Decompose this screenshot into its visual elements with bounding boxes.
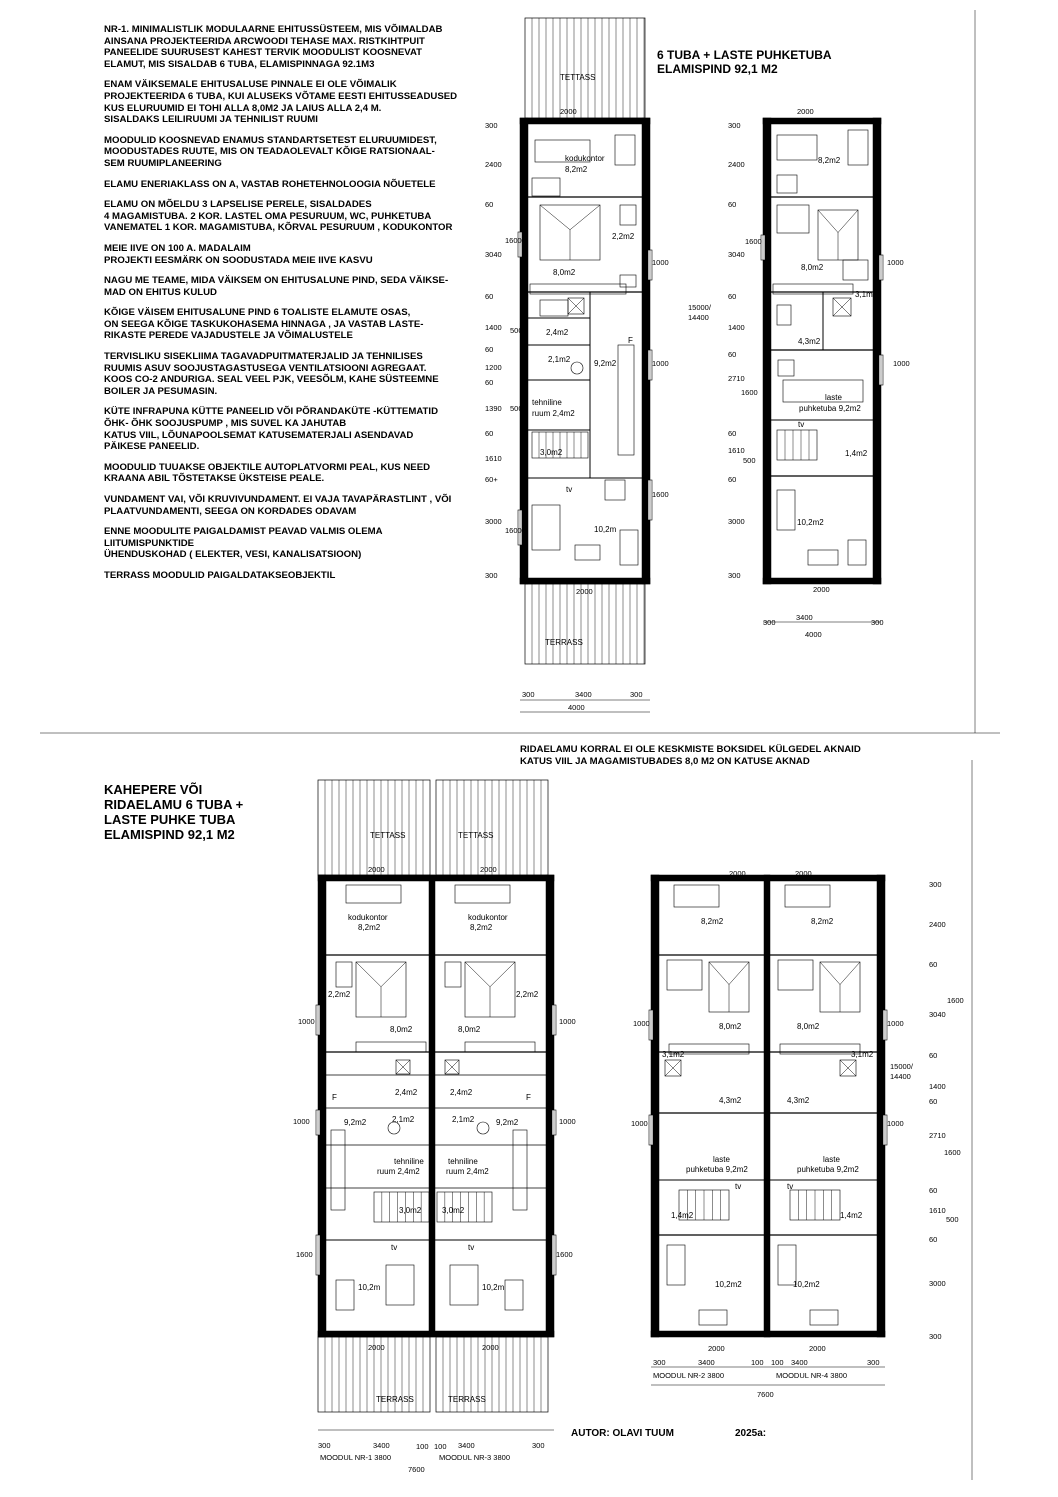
bed-line — [820, 962, 840, 985]
fridge-label: F — [628, 336, 633, 345]
room-label: 1,4m2 — [845, 449, 868, 458]
room-label: 4,3m2 — [719, 1096, 742, 1105]
wall — [651, 1331, 885, 1337]
dimension: 300 — [929, 1332, 942, 1341]
dimension: 60 — [728, 429, 737, 438]
dimension: 60 — [929, 1235, 938, 1244]
dimension: 60 — [929, 1097, 938, 1106]
room-label: 8,2m2 — [811, 917, 834, 926]
desc-paragraph: TERVISLIKU SISEKLIIMA TAGAVADPUITMATERJALID JA TEHNILISES RUUMIS ASUV SOOJUSTAGASTUSEGA VENTILATSIOONI AGREGAAT. KOOS CO-2 ANDURIGA. SEAL VEEL PJK, VEESÕLM, KAHE SÜSTEEMNE BOILER JA PESUMASIN. — [104, 351, 439, 397]
furniture — [605, 480, 625, 500]
dimension: 300 — [653, 1358, 666, 1367]
furniture — [777, 205, 809, 233]
dimension: 1390 — [485, 404, 502, 413]
dimension: 500 — [510, 326, 523, 335]
dimension: 100 — [751, 1358, 764, 1367]
dimension: 3000 — [485, 517, 502, 526]
desc-paragraph: NR-1. MINIMALISTLIK MODULAARNE EHITUSSÜSTEEM, MIS VÕIMALDAB AINSANA PROJEKTEERIDA ARCWOODI TEHASE MAX. RISTKIHTPUIT PANEELIDE SUURUSEST KAHEST TERVIK MOODULIST KOOSNEVAT ELAMUT, MIS SISALDAB 6 TUBA, ELAMISPINNAGA 92.1M3 — [104, 24, 443, 70]
dimension: 100 — [771, 1358, 784, 1367]
dimension: 60 — [929, 1051, 938, 1060]
wall — [520, 578, 650, 584]
room-label: 3,1m2 — [855, 290, 878, 299]
room-label: 2,2m2 — [328, 990, 351, 999]
room-label: 8,0m2 — [458, 1025, 481, 1034]
furniture — [620, 275, 636, 287]
dimension: 1000 — [559, 1117, 576, 1126]
dimension: 100 — [434, 1442, 447, 1451]
wall — [651, 875, 659, 1337]
room-label: 8,2m2 — [818, 156, 841, 165]
desc-paragraph: MEIE IIVE ON 100 A. MADALAIM PROJEKTI EESMÄRK ON SOODUSTADA MEIE IIVE KASVU — [104, 242, 373, 266]
room-label: tehniline — [532, 398, 562, 407]
bed-line — [838, 210, 858, 233]
dimension: 1000 — [293, 1117, 310, 1126]
furniture — [513, 1130, 527, 1210]
room-label: 10,2m — [358, 1283, 381, 1292]
furniture — [778, 360, 794, 376]
terrace-label: TERRASS — [448, 1395, 486, 1404]
dimension: 1400 — [929, 1082, 946, 1091]
dimension: 300 — [763, 618, 776, 627]
dimension: 60 — [728, 292, 737, 301]
dimension: 3040 — [728, 250, 745, 259]
dimension: 2000 — [560, 107, 577, 116]
room-label: 8,2m2 — [358, 923, 381, 932]
room-label: puhketuba 9,2m2 — [799, 404, 861, 413]
room-label: puhketuba 9,2m2 — [686, 1165, 748, 1174]
dimension: 60 — [485, 345, 494, 354]
room-label: tehniline — [448, 1157, 478, 1166]
room-label: 10,2m — [594, 525, 617, 534]
dimension: 7600 — [757, 1390, 774, 1399]
room-label: 2,4m2 — [546, 328, 569, 337]
dimension: 500 — [510, 404, 523, 413]
dimension: 3000 — [728, 517, 745, 526]
furniture — [331, 1130, 345, 1210]
dimension: 1600 — [745, 237, 762, 246]
dimension: 3000 — [929, 1279, 946, 1288]
wall — [520, 118, 650, 124]
furniture — [615, 135, 635, 165]
bed-line — [570, 205, 600, 230]
dimension: 3400 — [575, 690, 592, 699]
wall — [763, 118, 881, 124]
desc-paragraph: MOODULID KOOSNEVAD ENAMUS STANDARTSETEST ELURUUMIDEST, MOODUSTADES RUUTE, MIS ON TEADAOLEVALT KÕIGE RATSIONAAL- SEM RUUMIPLANEERING — [104, 134, 437, 169]
single-plan-title: 6 TUBA + LASTE PUHKETUBA ELAMISPIND 92,1 M2 — [657, 48, 832, 76]
desc-paragraph: NAGU ME TEAME, MIDA VÄIKSEM ON EHITUSALUNE PIND, SEDA VÄIKSE- MAD ON EHITUS KULUD — [104, 275, 449, 298]
dimension: 2000 — [368, 865, 385, 874]
dimension: 3400 — [373, 1441, 390, 1450]
room-label: 2,4m2 — [395, 1088, 418, 1097]
dimension: 15000/ — [890, 1062, 913, 1071]
dimension: 3400 — [791, 1358, 808, 1367]
room-label: 8,2m2 — [565, 165, 588, 174]
dimension: 300 — [532, 1441, 545, 1450]
dimension: 60 — [485, 378, 494, 387]
bed-line — [709, 962, 729, 985]
room-label: 2,2m2 — [516, 990, 539, 999]
dimension: 1600 — [505, 236, 522, 245]
dimension: 1000 — [887, 258, 904, 267]
bed-line — [381, 962, 406, 987]
room-label: 2,4m2 — [450, 1088, 473, 1097]
furniture — [777, 305, 791, 325]
tv-label: tv — [735, 1182, 742, 1191]
wall — [318, 875, 554, 881]
dimension: 1400 — [485, 323, 502, 332]
desc-paragraph: KÕIGE VÄISEM EHITUSALUNE PIND 6 TOALISTE ELAMUTE OSAS, ON SEEGA KÕIGE TASKUKOHASEMA HINNAGA , JA VASTAB LASTE- RIKASTE PEREDE VAJADUSTELE JA VÕIMALUSTELE — [104, 307, 424, 342]
dimension: 60 — [485, 292, 494, 301]
furniture — [532, 505, 560, 550]
dimension: 1610 — [728, 446, 745, 455]
dimension: 1600 — [505, 526, 522, 535]
room-label: 3,0m2 — [399, 1206, 422, 1215]
room-label: 9,2m2 — [344, 1118, 367, 1127]
terrace-label: TERRASS — [545, 638, 583, 647]
furniture — [699, 1310, 727, 1325]
room-label: 10,2m — [482, 1283, 505, 1292]
wall — [429, 875, 435, 1337]
terrace-label: TETTASS — [370, 831, 406, 840]
dimension: 2400 — [929, 920, 946, 929]
furniture — [778, 960, 813, 990]
furniture — [346, 885, 401, 903]
terrace-label: TETTASS — [560, 73, 596, 82]
dimension: 2000 — [576, 587, 593, 596]
dimension: 1600 — [944, 1148, 961, 1157]
dimension: 300 — [871, 618, 884, 627]
dimension: 1000 — [631, 1119, 648, 1128]
terrace-label: TERRASS — [376, 1395, 414, 1404]
furniture — [445, 962, 461, 987]
desc-paragraph: ENNE MOODULITE PAIGALDAMIST PEAVAD VALMIS OLEMA LIITUMISPUNKTIDE ÜHENDUSKOHAD ( ELEKTER, VESI, KANALISATSIOON) — [104, 526, 383, 561]
wall — [318, 1331, 554, 1337]
year-label: 2025a: — [735, 1428, 767, 1439]
dimension: 60 — [929, 960, 938, 969]
author-label: AUTOR: OLAVI TUUM — [571, 1428, 674, 1439]
room-label: 10,2m2 — [793, 1280, 820, 1289]
dimension: 4000 — [568, 703, 585, 712]
dimension: MOODUL NR-4 3800 — [776, 1371, 847, 1380]
room-label: 8,0m2 — [801, 263, 824, 272]
dimension: 500 — [743, 456, 756, 465]
wall — [763, 578, 881, 584]
room-label: laste — [823, 1155, 840, 1164]
furniture — [620, 530, 638, 565]
dimension: 1000 — [887, 1019, 904, 1028]
desc-paragraph: ELAMU ENERIAKLASS ON A, VASTAB ROHETEHNOLOOGIA NÕUETELE — [104, 178, 436, 190]
room-label: kodukontor — [565, 154, 605, 163]
bed-line — [729, 962, 749, 985]
dimension: 2000 — [809, 1344, 826, 1353]
room-label: 8,0m2 — [797, 1022, 820, 1031]
wall — [873, 118, 881, 584]
dimension: 14400 — [688, 313, 709, 322]
furniture — [505, 1280, 523, 1310]
dimension: 2710 — [929, 1131, 946, 1140]
dimension: 2400 — [728, 160, 745, 169]
dimension: 1000 — [633, 1019, 650, 1028]
furniture — [618, 345, 634, 455]
dimension: 300 — [867, 1358, 880, 1367]
dimension: 1600 — [947, 996, 964, 1005]
dimension: 1000 — [893, 359, 910, 368]
dimension: 1200 — [485, 363, 502, 372]
dimension: 1600 — [296, 1250, 313, 1259]
bed-line — [818, 210, 838, 233]
furniture — [575, 545, 600, 560]
room-label: 1,4m2 — [840, 1211, 863, 1220]
fridge-label: F — [332, 1093, 337, 1102]
room-label: 8,0m2 — [390, 1025, 413, 1034]
room-label: 10,2m2 — [797, 518, 824, 527]
room-label: 2,2m2 — [612, 232, 635, 241]
dimension: 2000 — [482, 1343, 499, 1352]
room-label: 8,2m2 — [470, 923, 493, 932]
terrace-outline — [525, 584, 645, 664]
dimension: MOODUL NR-3 3800 — [439, 1453, 510, 1462]
furniture — [455, 885, 510, 903]
dimension: 1000 — [559, 1017, 576, 1026]
dimension: 300 — [485, 571, 498, 580]
dimension: 14400 — [890, 1072, 911, 1081]
furniture — [667, 960, 702, 990]
room-label: puhketuba 9,2m2 — [797, 1165, 859, 1174]
dimension: 1000 — [887, 1119, 904, 1128]
room-label: kodukontor — [348, 913, 388, 922]
terrace-label: TETTASS — [458, 831, 494, 840]
dimension: 60 — [929, 1186, 938, 1195]
bath-bar — [465, 1042, 535, 1052]
wall — [763, 118, 771, 584]
room-label: 9,2m2 — [594, 359, 617, 368]
dimension: 60 — [485, 429, 494, 438]
furniture — [674, 885, 719, 907]
room-label: 3,1m2 — [851, 1050, 874, 1059]
dimension: MOODUL NR-2 3800 — [653, 1371, 724, 1380]
room-label: laste — [825, 393, 842, 402]
dimension: 1610 — [929, 1206, 946, 1215]
room-label: 4,3m2 — [798, 337, 821, 346]
room-label: 10,2m2 — [715, 1280, 742, 1289]
furniture — [450, 1265, 478, 1305]
dimension: 1600 — [741, 388, 758, 397]
room-label: 3,0m2 — [540, 448, 563, 457]
room-label: 1,4m2 — [671, 1211, 694, 1220]
dimension: 3400 — [458, 1441, 475, 1450]
room-label: 4,3m2 — [787, 1096, 810, 1105]
furniture — [848, 130, 868, 165]
tv-label: tv — [566, 485, 573, 494]
room-label: 8,2m2 — [701, 917, 724, 926]
wall — [877, 875, 885, 1337]
desc-paragraph: VUNDAMENT VAI, VÕI KRUVIVUNDAMENT. EI VAJA TAVAPÄRASTLINT , VÕI PLAATVUNDAMENTI, SEEGA ON KORDADES ODAVAM — [104, 494, 452, 517]
dimension: 60 — [728, 200, 737, 209]
dimension: 300 — [522, 690, 535, 699]
dimension: 60+ — [485, 475, 498, 484]
furniture — [777, 175, 797, 193]
furniture — [777, 490, 795, 530]
dimension: 15000/ — [688, 303, 711, 312]
dimension: 300 — [318, 1441, 331, 1450]
furniture — [777, 135, 817, 160]
double-plan-title: KAHEPERE VÕI RIDAELAMU 6 TUBA + LASTE PUHKE TUBA ELAMISPIND 92,1 M2 — [104, 782, 244, 842]
furniture — [540, 300, 568, 316]
bath-bar — [356, 1042, 426, 1052]
stairs — [777, 430, 817, 460]
room-label: 2,1m2 — [392, 1115, 415, 1124]
dimension: 2710 — [728, 374, 745, 383]
tv-label: tv — [787, 1182, 794, 1191]
dimension: 1600 — [652, 490, 669, 499]
furniture — [386, 1265, 414, 1305]
tv-label: tv — [391, 1243, 398, 1252]
bed-line — [356, 962, 381, 987]
desc-paragraph: KÜTE INFRAPUNA KÜTTE PANEELID VÕI PÕRANDAKÜTE -KÜTTEMATID ÕHK- ÕHK SOOJUSPUMP , MIS SUVEL KA JAHUTAB KATUS VIIL, LÕUNAPOOLSEMAT KATUSEMATERJALI ASENDAVAD PÄIKESE PANEELID. — [104, 406, 438, 453]
furniture — [778, 1245, 796, 1285]
room-label: 2,1m2 — [452, 1115, 475, 1124]
dimension: MOODUL NR-1 3800 — [320, 1453, 391, 1462]
desc-paragraph: ELAMU ON MÕELDU 3 LAPSELISE PERELE, SISALDADES 4 MAGAMISTUBA. 2 KOR. LASTEL OMA PESURUUM, WC, PUHKETUBA VANEMATEL 1 KOR. MAGAMISTUBA, KÕRVAL PESURUUM , KODUKONTOR — [104, 199, 453, 234]
dimension: 4000 — [805, 630, 822, 639]
room-label: 8,0m2 — [719, 1022, 742, 1031]
dimension: 3400 — [796, 613, 813, 622]
room-label: 8,0m2 — [553, 268, 576, 277]
tv-label: tv — [798, 420, 805, 429]
room-label: 9,2m2 — [496, 1118, 519, 1127]
room-label: laste — [713, 1155, 730, 1164]
dimension: 60 — [728, 350, 737, 359]
furniture — [808, 550, 838, 565]
furniture — [336, 1280, 354, 1310]
dimension: 1400 — [728, 323, 745, 332]
wall — [651, 875, 885, 881]
washer — [477, 1122, 489, 1134]
furniture — [783, 380, 863, 402]
room-label: ruum 2,4m2 — [532, 409, 575, 418]
furniture — [785, 885, 830, 907]
furniture — [532, 178, 560, 196]
dimension: 2000 — [729, 869, 746, 878]
dimension: 2000 — [368, 1343, 385, 1352]
dimension: 300 — [630, 690, 643, 699]
row-house-note: RIDAELAMU KORRAL EI OLE KESKMISTE BOKSIDEL KÜLGEDEL AKNAID KATUS VIIL JA MAGAMISTUBADES 8,0 M2 ON KATUSE AKNAD — [520, 744, 861, 767]
bed-line — [840, 962, 860, 985]
furniture — [336, 962, 352, 987]
dimension: 300 — [485, 121, 498, 130]
fridge-label: F — [526, 1093, 531, 1102]
dimension: 1600 — [556, 1250, 573, 1259]
wall — [764, 875, 770, 1337]
bed-line — [465, 962, 490, 987]
dimension: 3400 — [698, 1358, 715, 1367]
tv-label: tv — [468, 1243, 475, 1252]
room-label: ruum 2,4m2 — [446, 1167, 489, 1176]
furniture — [843, 260, 868, 280]
dimension: 300 — [728, 121, 741, 130]
dimension: 2000 — [795, 869, 812, 878]
room-label: kodukontor — [468, 913, 508, 922]
bed-line — [540, 205, 570, 230]
room-label: 3,1m2 — [662, 1050, 685, 1059]
room-label: 2,1m2 — [548, 355, 571, 364]
dimension: 2000 — [813, 585, 830, 594]
furniture — [810, 1310, 838, 1325]
room-label: tehniline — [394, 1157, 424, 1166]
dimension: 3040 — [485, 250, 502, 259]
dimension: 1000 — [652, 359, 669, 368]
dimension: 60 — [728, 475, 737, 484]
furniture — [848, 540, 866, 565]
dimension: 300 — [728, 571, 741, 580]
dimension: 500 — [946, 1215, 959, 1224]
desc-paragraph: TERRASS MOODULID PAIGALDATAKSEOBJEKTIL — [104, 569, 336, 581]
bed-line — [490, 962, 515, 987]
room-label: 3,0m2 — [442, 1206, 465, 1215]
dimension: 300 — [929, 880, 942, 889]
dimension: 2000 — [797, 107, 814, 116]
dimension: 7600 — [408, 1465, 425, 1474]
dimension: 1000 — [298, 1017, 315, 1026]
dimension: 2000 — [708, 1344, 725, 1353]
dimension: 1610 — [485, 454, 502, 463]
furniture — [620, 205, 636, 225]
dimension: 3040 — [929, 1010, 946, 1019]
desc-paragraph: MOODULID TUUAKSE OBJEKTILE AUTOPLATVORMI PEAL, KUS NEED KRAANA ABIL TÕSTETAKSE ÜKSTEISE PEALE. — [104, 461, 431, 485]
desc-paragraph: ENAM VÄIKSEMALE EHITUSALUSE PINNALE EI OLE VÕIMALIK PROJEKTEERIDA 6 TUBA, KUI ALUSEKS VÕTAME EESTI EHITUSSEADUSED KUS ELURUUMID EI TOHI ALLA 8,0M2 JA LAIUS ALLA 2,4 M. SISALDAKS LEILIRUUMI JA TEHNILIST RUUMI — [104, 79, 458, 126]
terrace-outline — [525, 18, 645, 118]
dimension: 2000 — [480, 865, 497, 874]
dimension: 2400 — [485, 160, 502, 169]
furniture — [667, 1245, 685, 1285]
dimension: 100 — [416, 1442, 429, 1451]
dimension: 60 — [485, 200, 494, 209]
room-label: ruum 2,4m2 — [377, 1167, 420, 1176]
dimension: 1000 — [652, 258, 669, 267]
washer — [571, 362, 583, 374]
